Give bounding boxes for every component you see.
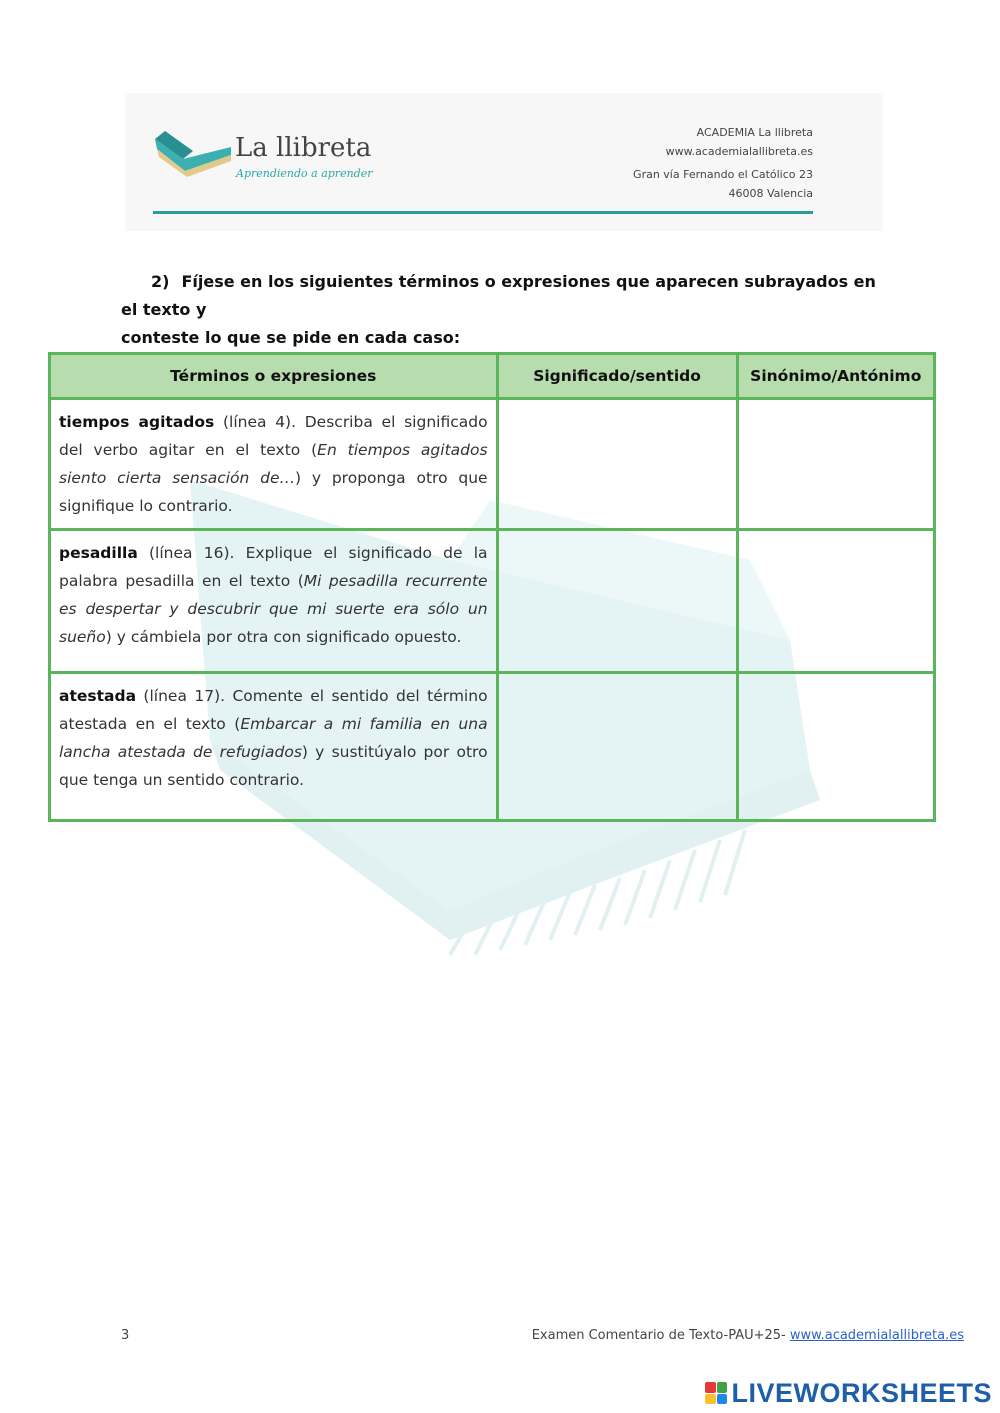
term-cell xyxy=(50,399,498,530)
table-row xyxy=(50,673,935,821)
liveworksheets-logo-icon xyxy=(705,1382,727,1404)
term-instructions: (línea 4). Describa el significado del verbo agitar en el texto ( xyxy=(59,413,488,459)
brand-name: La llibreta xyxy=(235,133,372,163)
table-header-row xyxy=(50,354,935,399)
brand-tagline: Aprendiendo a aprender xyxy=(236,167,373,180)
term-example: En tiempos agitados siento cierta sensación de… xyxy=(59,441,488,487)
synonym-answer-cell[interactable] xyxy=(737,673,934,821)
contact-address-line2: 46008 Valencia xyxy=(728,187,813,200)
header-terms: Términos o expresiones xyxy=(50,354,498,399)
book-logo-icon xyxy=(153,129,233,179)
question-number: 2) xyxy=(151,272,170,291)
term-cell xyxy=(50,673,498,821)
table-row xyxy=(50,399,935,530)
term-instructions-end: ) y proponga otro que signifique lo contrario. xyxy=(59,469,488,515)
liveworksheets-text: LIVEWORKSHEETS xyxy=(731,1377,992,1408)
term-example: Embarcar a mi familia en una lancha atestada de refugiados xyxy=(59,715,488,761)
footer-text xyxy=(532,1328,964,1343)
meaning-answer-cell[interactable] xyxy=(497,399,737,530)
header-meaning: Significado/sentido xyxy=(497,354,737,399)
meaning-answer-cell[interactable] xyxy=(497,530,737,673)
term-instructions-end: ) y cámbiela por otra con significado opuesto. xyxy=(105,628,462,646)
contact-block xyxy=(633,123,813,203)
liveworksheets-badge[interactable] xyxy=(705,1378,992,1408)
meaning-answer-cell[interactable] xyxy=(497,673,737,821)
page-number: 3 xyxy=(121,1328,130,1343)
table-row xyxy=(50,530,935,673)
term-instructions: (línea 17). Comente el sentido del término atestada en el texto ( xyxy=(59,687,488,733)
term-instructions: (línea 16). Explique el significado de la palabra pesadilla en el texto ( xyxy=(59,544,488,590)
term-cell xyxy=(50,530,498,673)
contact-name: ACADEMIA La llibreta xyxy=(696,126,813,139)
header-synonym-antonym: Sinónimo/Antónimo xyxy=(737,354,934,399)
vocabulary-table xyxy=(48,352,936,822)
contact-web: www.academialallibreta.es xyxy=(665,145,813,158)
contact-address-line1: Gran vía Fernando el Católico 23 xyxy=(633,168,813,181)
synonym-answer-cell[interactable] xyxy=(737,530,934,673)
letterhead xyxy=(125,93,883,231)
question-line-2: conteste lo que se pide en cada caso: xyxy=(121,328,461,347)
footer-label: Examen Comentario de Texto-PAU+25- xyxy=(531,1328,790,1343)
question-line-1: Fíjese en los siguientes términos o expresiones que aparecen subrayados en el texto y xyxy=(121,272,876,319)
term-example: Mi pesadilla recurrente es despertar y descubrir que mi suerte era sólo un sueño xyxy=(59,572,488,646)
footer-link[interactable]: www.academialallibreta.es xyxy=(789,1328,964,1343)
term-instructions-end: ) y sustitúyalo por otro que tenga un sentido contrario. xyxy=(59,743,488,789)
question-prompt xyxy=(121,268,881,352)
term-label: atestada xyxy=(59,687,137,705)
term-label: tiempos agitados xyxy=(59,413,215,431)
header-divider xyxy=(153,211,813,214)
synonym-answer-cell[interactable] xyxy=(737,399,934,530)
term-label: pesadilla xyxy=(59,544,138,562)
